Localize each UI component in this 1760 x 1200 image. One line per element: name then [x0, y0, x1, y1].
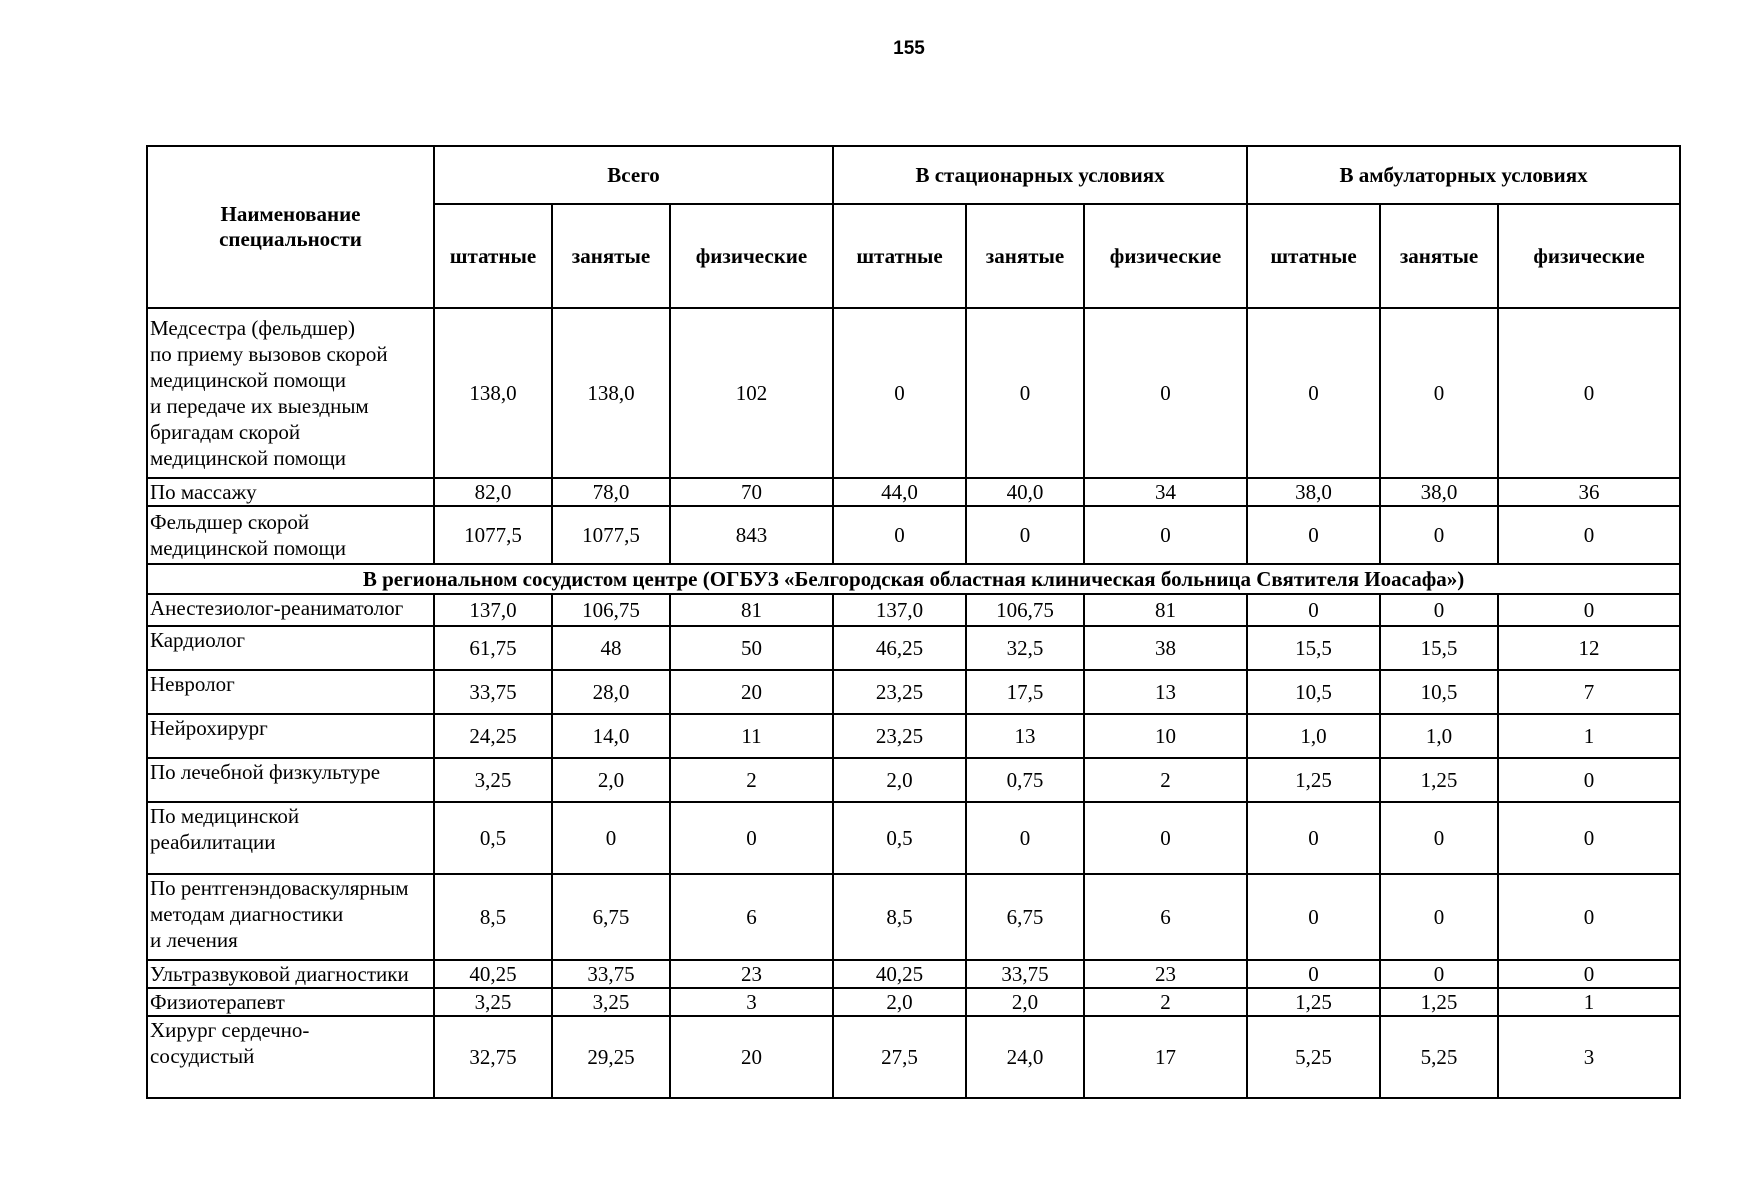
row-specialty: Физиотерапевт: [147, 988, 434, 1016]
cell-value: 0: [1498, 960, 1680, 988]
cell-value: 2,0: [833, 758, 966, 802]
table-row: [147, 988, 1680, 1016]
cell-value: 0: [1247, 308, 1380, 478]
cell-value: 15,5: [1247, 626, 1380, 670]
page-number: 155: [893, 38, 925, 59]
cell-value: 32,5: [966, 626, 1084, 670]
cell-value: 0: [1084, 506, 1247, 564]
cell-value: 24,25: [434, 714, 552, 758]
cell-value: 17,5: [966, 670, 1084, 714]
cell-value: 38,0: [1380, 478, 1498, 506]
cell-value: 10: [1084, 714, 1247, 758]
cell-value: 0: [1247, 802, 1380, 874]
cell-value: 61,75: [434, 626, 552, 670]
cell-value: 6: [1084, 874, 1247, 960]
cell-value: 1,25: [1247, 758, 1380, 802]
table-row: [147, 626, 1680, 670]
cell-value: 32,75: [434, 1016, 552, 1098]
cell-value: 0: [1498, 308, 1680, 478]
cell-value: 15,5: [1380, 626, 1498, 670]
cell-value: 20: [670, 670, 833, 714]
header-occupied: занятые: [966, 204, 1084, 308]
cell-value: 0: [833, 506, 966, 564]
cell-value: 7: [1498, 670, 1680, 714]
cell-value: 10,5: [1380, 670, 1498, 714]
cell-value: 0: [966, 506, 1084, 564]
cell-value: 23,25: [833, 714, 966, 758]
cell-value: 3: [670, 988, 833, 1016]
cell-value: 17: [1084, 1016, 1247, 1098]
cell-value: 33,75: [552, 960, 670, 988]
cell-value: 2,0: [966, 988, 1084, 1016]
section-row: [147, 564, 1680, 594]
cell-value: 0: [670, 802, 833, 874]
table-row: [147, 714, 1680, 758]
table-row: [147, 506, 1680, 564]
cell-value: 1,0: [1380, 714, 1498, 758]
cell-value: 28,0: [552, 670, 670, 714]
cell-value: 137,0: [434, 594, 552, 626]
cell-value: 40,25: [833, 960, 966, 988]
cell-value: 3,25: [552, 988, 670, 1016]
header-specialty: Наименование специальности: [147, 146, 434, 308]
cell-value: 0: [966, 802, 1084, 874]
cell-value: 1,25: [1380, 988, 1498, 1016]
header-staff: штатные: [1247, 204, 1380, 308]
cell-value: 33,75: [434, 670, 552, 714]
cell-value: 0: [1498, 594, 1680, 626]
cell-value: 40,25: [434, 960, 552, 988]
cell-value: 843: [670, 506, 833, 564]
cell-value: 137,0: [833, 594, 966, 626]
row-specialty: Ультразвуковой диагностики: [147, 960, 434, 988]
cell-value: 138,0: [552, 308, 670, 478]
cell-value: 0: [833, 308, 966, 478]
cell-value: 81: [670, 594, 833, 626]
header-physical: физические: [670, 204, 833, 308]
header-physical: физические: [1084, 204, 1247, 308]
row-specialty: Хирург сердечно- сосудистый: [147, 1016, 434, 1098]
cell-value: 5,25: [1380, 1016, 1498, 1098]
cell-value: 0,5: [833, 802, 966, 874]
cell-value: 5,25: [1247, 1016, 1380, 1098]
cell-value: 78,0: [552, 478, 670, 506]
cell-value: 0: [1247, 594, 1380, 626]
table-row: [147, 874, 1680, 960]
cell-value: 2: [1084, 758, 1247, 802]
cell-value: 38: [1084, 626, 1247, 670]
cell-value: 0,75: [966, 758, 1084, 802]
row-specialty: Медсестра (фельдшер) по приему вызовов скорой медицинской помощи и передаче их выездным бригадам скорой медицинской помощи: [147, 308, 434, 478]
cell-value: 13: [966, 714, 1084, 758]
cell-value: 82,0: [434, 478, 552, 506]
cell-value: 2: [1084, 988, 1247, 1016]
cell-value: 0,5: [434, 802, 552, 874]
cell-value: 0: [1380, 308, 1498, 478]
cell-value: 1077,5: [552, 506, 670, 564]
header-occupied: занятые: [1380, 204, 1498, 308]
header-group-inpatient: В стационарных условиях: [833, 146, 1247, 204]
cell-value: 0: [1247, 874, 1380, 960]
cell-value: 10,5: [1247, 670, 1380, 714]
cell-value: 102: [670, 308, 833, 478]
header-staff: штатные: [434, 204, 552, 308]
staff-table: [146, 145, 1681, 1099]
cell-value: 48: [552, 626, 670, 670]
table-row: [147, 670, 1680, 714]
cell-value: 50: [670, 626, 833, 670]
table-row: [147, 802, 1680, 874]
cell-value: 1077,5: [434, 506, 552, 564]
row-specialty: По массажу: [147, 478, 434, 506]
cell-value: 0: [1380, 802, 1498, 874]
row-specialty: Кардиолог: [147, 626, 434, 670]
cell-value: 2,0: [833, 988, 966, 1016]
cell-value: 3,25: [434, 758, 552, 802]
cell-value: 1,0: [1247, 714, 1380, 758]
cell-value: 6,75: [552, 874, 670, 960]
cell-value: 1: [1498, 714, 1680, 758]
cell-value: 0: [552, 802, 670, 874]
cell-value: 29,25: [552, 1016, 670, 1098]
cell-value: 0: [1498, 802, 1680, 874]
cell-value: 6,75: [966, 874, 1084, 960]
cell-value: 0: [1380, 506, 1498, 564]
cell-value: 0: [1380, 874, 1498, 960]
cell-value: 1: [1498, 988, 1680, 1016]
cell-value: 33,75: [966, 960, 1084, 988]
cell-value: 0: [1498, 758, 1680, 802]
cell-value: 23: [1084, 960, 1247, 988]
cell-value: 46,25: [833, 626, 966, 670]
cell-value: 23,25: [833, 670, 966, 714]
header-physical: физические: [1498, 204, 1680, 308]
cell-value: 106,75: [552, 594, 670, 626]
cell-value: 40,0: [966, 478, 1084, 506]
cell-value: 36: [1498, 478, 1680, 506]
row-specialty: По медицинской реабилитации: [147, 802, 434, 874]
table-row: [147, 594, 1680, 626]
cell-value: 2: [670, 758, 833, 802]
row-specialty: По рентгенэндоваскулярным методам диагностики и лечения: [147, 874, 434, 960]
header-occupied: занятые: [552, 204, 670, 308]
cell-value: 14,0: [552, 714, 670, 758]
cell-value: 0: [1084, 802, 1247, 874]
cell-value: 0: [1084, 308, 1247, 478]
cell-value: 24,0: [966, 1016, 1084, 1098]
cell-value: 0: [1380, 594, 1498, 626]
table-row: [147, 960, 1680, 988]
header-group-total: Всего: [434, 146, 833, 204]
header-group-outpatient: В амбулаторных условиях: [1247, 146, 1680, 204]
cell-value: 6: [670, 874, 833, 960]
cell-value: 38,0: [1247, 478, 1380, 506]
row-specialty: Анестезиолог-реаниматолог: [147, 594, 434, 626]
cell-value: 70: [670, 478, 833, 506]
cell-value: 106,75: [966, 594, 1084, 626]
cell-value: 0: [1498, 874, 1680, 960]
cell-value: 2,0: [552, 758, 670, 802]
cell-value: 20: [670, 1016, 833, 1098]
cell-value: 81: [1084, 594, 1247, 626]
cell-value: 34: [1084, 478, 1247, 506]
cell-value: 23: [670, 960, 833, 988]
header-row-groups: [147, 146, 1680, 204]
cell-value: 138,0: [434, 308, 552, 478]
cell-value: 8,5: [434, 874, 552, 960]
cell-value: 0: [966, 308, 1084, 478]
cell-value: 0: [1247, 506, 1380, 564]
table-row: [147, 758, 1680, 802]
table-row: [147, 1016, 1680, 1098]
cell-value: 0: [1498, 506, 1680, 564]
cell-value: 1,25: [1247, 988, 1380, 1016]
cell-value: 3: [1498, 1016, 1680, 1098]
cell-value: 13: [1084, 670, 1247, 714]
header-staff: штатные: [833, 204, 966, 308]
cell-value: 44,0: [833, 478, 966, 506]
cell-value: 8,5: [833, 874, 966, 960]
section-title: В региональном сосудистом центре (ОГБУЗ «Белгородская областная клиническая больница Святителя Иоасафа»): [147, 564, 1680, 594]
row-specialty: Невролог: [147, 670, 434, 714]
cell-value: 3,25: [434, 988, 552, 1016]
cell-value: 0: [1247, 960, 1380, 988]
row-specialty: Фельдшер скорой медицинской помощи: [147, 506, 434, 564]
row-specialty: Нейрохирург: [147, 714, 434, 758]
cell-value: 1,25: [1380, 758, 1498, 802]
table-row: [147, 478, 1680, 506]
cell-value: 11: [670, 714, 833, 758]
table-row: [147, 308, 1680, 478]
cell-value: 27,5: [833, 1016, 966, 1098]
cell-value: 12: [1498, 626, 1680, 670]
cell-value: 0: [1380, 960, 1498, 988]
row-specialty: По лечебной физкультуре: [147, 758, 434, 802]
